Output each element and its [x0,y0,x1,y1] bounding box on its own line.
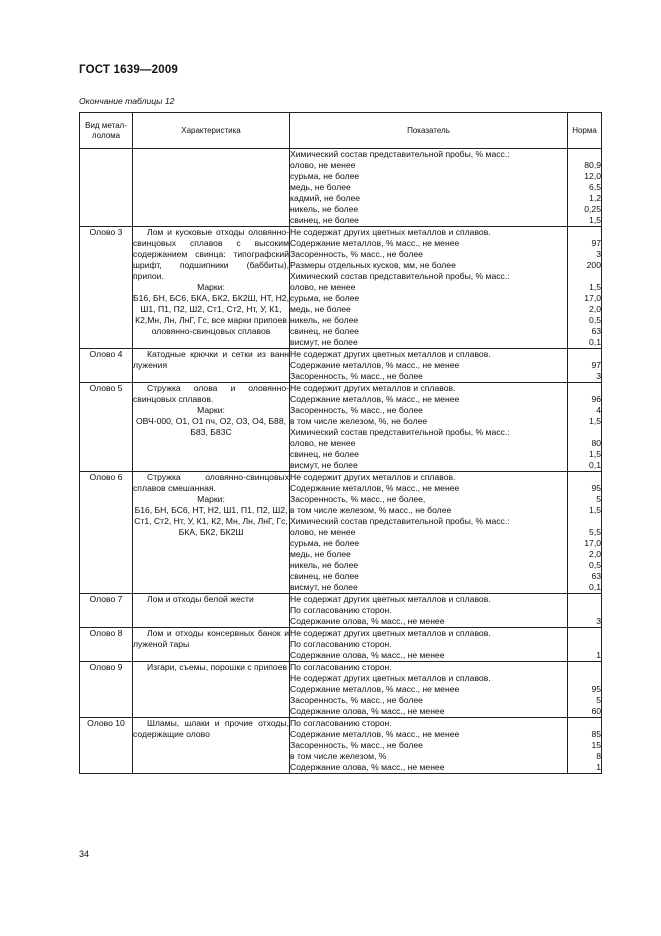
indicator-line: Засоренность, % масс., не более [290,405,423,415]
norm-value: 80 [591,438,601,448]
indicator-line: Не содержат других цветных металлов и сплавов. [290,349,491,359]
grades-list: Марки: ОВЧ-000, О1, О1 пч, О2, О3, О4, Б88, Б83, Б83С [135,405,287,437]
indicator-line: Не содержит других металлов и сплавов. [290,472,456,482]
norm-value: 96 [591,394,601,404]
indicator-line: Содержание металлов, % масс., не менее [290,483,460,493]
norm-value: 97 [591,238,601,248]
norm-value: 85 [591,729,601,739]
indicator-line: Засоренность, % масс., не более [290,740,423,750]
table-row [80,628,602,662]
indicator-line: никель, не более [290,204,359,214]
indicator-line: Не содержат других цветных металлов и сплавов. [290,594,491,604]
table-row [80,349,602,383]
indicator-line: висмут, не более [290,460,358,470]
row-indicator-cell [290,227,568,349]
indicator-line: Химический состав представительной пробы, % масс.: [290,271,510,281]
norm-value: 0,25 [584,204,601,214]
row-indicator-cell [290,383,568,472]
row-norm-cell [568,718,602,774]
row-norm-cell [568,149,602,227]
table-row [80,472,602,594]
header-type [80,113,133,149]
indicator-line: свинец, не более [290,215,359,225]
norm-value [568,673,601,684]
row-type-cell: Олово 6 [80,472,133,594]
row-type-cell: Олово 5 [80,383,133,472]
indicator-line: Химический состав представительной пробы, % масс.: [290,516,510,526]
indicator-line: кадмий, не более [290,193,361,203]
indicator-line: Размеры отдельных кусков, мм, не более [290,260,456,270]
row-characteristic-cell [133,349,290,383]
indicator-line: в том числе железом, % [290,751,387,761]
indicator-line: сурьма, не более [290,293,360,303]
norm-value: 0,1 [589,460,601,470]
row-type-cell: Олово 4 [80,349,133,383]
norm-value: 60 [591,706,601,716]
row-characteristic-cell [133,594,290,628]
characteristic-text: Изгари, съемы, порошки с припоев [147,662,288,672]
norm-value [568,628,601,639]
norm-value [568,639,601,650]
indicator-line: медь, не более [290,549,351,559]
norm-value: 1,5 [589,505,601,515]
indicator-line: По согласованию сторон. [290,605,392,615]
scrap-table [79,112,602,774]
table-row [80,718,602,774]
indicator-line: По согласованию сторон. [290,718,392,728]
norm-value [568,349,601,360]
norm-value: 0,5 [589,315,601,325]
indicator-line: олово, не менее [290,527,356,537]
norm-value [568,271,601,282]
norm-value: 97 [591,360,601,370]
row-characteristic-cell [133,383,290,472]
table-row [80,149,602,227]
grades-list: Марки: Б16, БН, БС6, БКА, БК2, БК2Ш, НТ, Н2, Ш1, П1, П2, Ш2, Ст1, Ст2, Нт, У, К1, К2,Мн, Лн, ЛнГ, Гс, все марки припоев оловянно-свинцовых сплавов [133,282,289,336]
norm-value [568,227,601,238]
row-characteristic-cell [133,718,290,774]
indicator-line: Засоренность, % масс., не более [290,695,423,705]
table-row [80,383,602,472]
row-norm-cell [568,594,602,628]
row-indicator-cell [290,594,568,628]
norm-value [568,149,601,160]
norm-value [568,594,601,605]
grades-list: Марки: Б16, БН, БС6, НТ, Н2, Ш1, П1, П2, Ш2, Ст1, Ст2, Нт, У, К1, К2, Мн, Лн, ЛнГ, Гс, БКА, БК2, БК2Ш [134,494,288,537]
indicator-line: в том числе железом, %, не более [290,416,428,426]
row-type-cell: Олово 8 [80,628,133,662]
row-indicator-cell [290,149,568,227]
row-indicator-cell [290,718,568,774]
indicator-line: никель, не более [290,315,359,325]
table-row [80,662,602,718]
indicator-line: Содержание металлов, % масс., не менее [290,360,460,370]
row-characteristic-cell [133,628,290,662]
row-indicator-cell [290,349,568,383]
row-norm-cell [568,349,602,383]
indicator-line: Содержание металлов, % масс., не менее [290,684,460,694]
indicator-line: олово, не менее [290,282,356,292]
table-header-row [80,113,602,149]
row-characteristic-cell [133,472,290,594]
norm-value: 3 [596,249,601,259]
characteristic-text: Стружка олова и оловянно-свинцовых сплавов. [133,383,289,404]
norm-value: 0,5 [589,560,601,570]
page-number: 34 [79,849,90,859]
norm-value: 17,0 [584,538,601,548]
indicator-line: По согласованию сторон. [290,662,392,672]
row-norm-cell [568,227,602,349]
norm-value: 15 [591,740,601,750]
table-caption: Окончание таблицы 12 [79,96,175,106]
norm-value: 1,5 [589,416,601,426]
indicator-line: свинец, не более [290,571,359,581]
indicator-line: Не содержат других цветных металлов и сплавов. [290,628,491,638]
norm-value: 1,5 [589,215,601,225]
indicator-line: в том числе железом, % масс., не более [290,505,452,515]
indicator-line: олово, не менее [290,160,356,170]
norm-value: 8 [596,751,601,761]
row-characteristic-cell [133,227,290,349]
norm-value: 2,0 [589,549,601,559]
norm-value: 1 [596,762,601,772]
indicator-line: сурьма, не более [290,538,360,548]
indicator-line: висмут, не более [290,337,358,347]
header-type-label: Вид метал- лолома [85,120,127,140]
row-norm-cell [568,628,602,662]
norm-value: 0,1 [589,337,601,347]
indicator-line: медь, не более [290,182,351,192]
norm-value [568,605,601,616]
norm-value: 63 [591,571,601,581]
row-type-cell: Олово 9 [80,662,133,718]
indicator-line: Содержание олова, % масс., не менее [290,762,445,772]
indicator-line: Содержание металлов, % масс., не менее [290,394,460,404]
row-type-cell: Олово 3 [80,227,133,349]
indicator-line: олово, не менее [290,438,356,448]
indicator-line: Не содержит других металлов и сплавов. [290,383,456,393]
indicator-line: По согласованию сторон. [290,639,392,649]
norm-value: 5 [596,494,601,504]
norm-value: 1,2 [589,193,601,203]
row-indicator-cell [290,472,568,594]
norm-value: 3 [596,616,601,626]
norm-value: 5 [596,695,601,705]
norm-value [568,516,601,527]
norm-value: 1,5 [589,282,601,292]
row-characteristic-cell [133,662,290,718]
norm-value [568,472,601,483]
norm-value: 0,1 [589,582,601,592]
norm-value: 80,9 [584,160,601,170]
norm-value: 63 [591,326,601,336]
norm-value: 2,0 [589,304,601,314]
indicator-line: свинец, не более [290,449,359,459]
norm-value: 17,0 [584,293,601,303]
row-norm-cell [568,472,602,594]
header-characteristic: Характеристика [133,113,290,149]
row-indicator-cell [290,662,568,718]
characteristic-text: Лом и отходы белой жести [147,594,254,604]
norm-value: 95 [591,684,601,694]
indicator-line: Содержание олова, % масс., не менее [290,616,445,626]
indicator-line: Засоренность, % масс., не более [290,371,423,381]
characteristic-text: Шламы, шлаки и прочие отходы, содержащие олово [133,718,289,739]
document-title: ГОСТ 1639—2009 [79,64,179,76]
norm-value [568,718,601,729]
indicator-line: Не содержат других цветных металлов и сплавов. [290,673,491,683]
row-norm-cell [568,383,602,472]
norm-value: 95 [591,483,601,493]
indicator-line: Химический состав представительной пробы, % масс.: [290,427,510,437]
characteristic-text: Лом и отходы консервных банок и луженой тары [133,628,289,649]
norm-value: 3 [596,371,601,381]
row-norm-cell [568,662,602,718]
norm-value: 200 [586,260,601,270]
header-norm: Норма [568,113,602,149]
table-row [80,227,602,349]
norm-value [568,383,601,394]
indicator-line: свинец, не более [290,326,359,336]
norm-value: 12,0 [584,171,601,181]
indicator-line: Содержание металлов, % масс., не менее [290,729,460,739]
characteristic-text: Стружка оловянно-свинцовых сплавов смешанная. [133,472,289,493]
indicator-line: Содержание металлов, % масс., не менее [290,238,460,248]
row-characteristic-cell [133,149,290,227]
row-type-cell: Олово 10 [80,718,133,774]
indicator-line: Содержание олова, % масс., не менее [290,650,445,660]
characteristic-text: Катодные крючки и сетки из ванн лужения [133,349,289,370]
row-type-cell: Олово 7 [80,594,133,628]
norm-value [568,427,601,438]
row-indicator-cell [290,628,568,662]
header-indicator: Показатель [290,113,568,149]
row-type-cell [80,149,133,227]
indicator-line: Не содержат других цветных металлов и сплавов. [290,227,491,237]
indicator-line: никель, не более [290,560,359,570]
indicator-line: сурьма, не более [290,171,360,181]
indicator-line: Засоренность, % масс., не более, [290,494,426,504]
indicator-line: висмут, не более [290,582,358,592]
table-row [80,594,602,628]
indicator-line: медь, не более [290,304,351,314]
indicator-line: Содержание олова, % масс., не менее [290,706,445,716]
norm-value: 6,5 [589,182,601,192]
indicator-line: Химический состав представительной пробы, % масс.: [290,149,510,159]
norm-value: 1,5 [589,449,601,459]
norm-value: 1 [596,650,601,660]
characteristic-text: Лом и кусковые отходы оловянно-свинцовых сплавов с высоким содержанием свинца: типографский шрифт, подшипники (баббиты), припои. [133,227,289,281]
indicator-line: Засоренность, % масс., не более [290,249,423,259]
norm-value: 4 [596,405,601,415]
norm-value [568,662,601,673]
norm-value: 5,5 [589,527,601,537]
